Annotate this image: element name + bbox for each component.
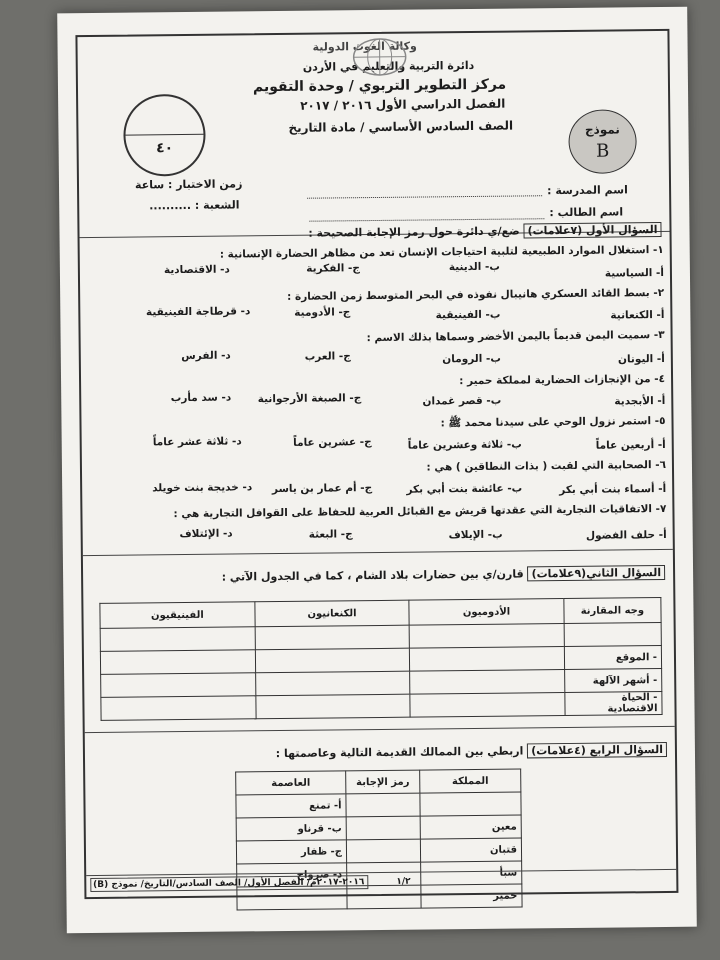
option-b[interactable]: ب- ثلاثة وعشرين عاماً (407, 438, 522, 452)
answer-cell[interactable] (409, 624, 564, 649)
option-a[interactable]: أ- أربعين عاماً (595, 438, 666, 452)
option-b[interactable]: ب- قصر غمدان (422, 394, 502, 408)
option-a[interactable]: أ- السياسية (604, 266, 665, 280)
score-total: ٤٠ (155, 140, 174, 157)
table-cell (564, 623, 661, 647)
table-row (236, 792, 521, 818)
answer-cell[interactable] (410, 693, 565, 718)
kingdom-cell: سبأ (421, 861, 522, 885)
model-letter: B (595, 140, 610, 162)
answer-cell[interactable] (346, 839, 420, 863)
option-d[interactable]: د- الفرس (181, 349, 231, 363)
kingdom-cell: معين (420, 815, 521, 839)
option-c[interactable]: ج- أم عمار بن ياسر (271, 482, 373, 496)
option-d[interactable]: د- قرطاجة الفينيقية (145, 305, 251, 319)
page-frame (75, 29, 678, 902)
answer-cell[interactable] (256, 694, 411, 719)
capital-cell: ب- قرناو (236, 817, 346, 841)
score-circle (123, 94, 206, 177)
q1-item: ٦- الصحابية التي لقبت ( بذات النطاقين ) هي : أ- أسماء بنت أبي بكر ب- عائشة بنت أبي بكر ج- أم عمار بن ياسر د- خديجة بنت خويلد (152, 458, 667, 497)
option-c[interactable]: ج- الفكرية (306, 262, 360, 275)
table-row (101, 692, 662, 721)
option-a[interactable]: أ- اليونان (617, 352, 665, 366)
section-field: الشعبة : .......... (149, 198, 240, 213)
q1-item: ١- استغلال الموارد الطبيعية لتلبية احتياجات الإنسان تعد من مظاهر الحضارة الإنسانية : أ- السياسية ب- الدينية ج- الفكرية د- الاقتصادية (163, 243, 665, 280)
option-c[interactable]: ج- عشرين عاماً (293, 436, 372, 449)
grade-subject: الصف السادس الأساسي / مادة التاريخ (288, 118, 514, 135)
option-a[interactable]: أ- أسماء بنت أبي بكر (559, 482, 667, 497)
option-c[interactable]: ج- الأدومية (294, 306, 351, 319)
answer-cell[interactable] (255, 648, 410, 673)
answer-cell[interactable] (100, 627, 255, 652)
q1-item: ٧- الاتفاقيات التجارية التي عقدتها قريش مع القبائل العربية للحفاظ على القوافل التجارية هي : أ- حلف الفضول ب- الإيلاف ج- البعثة د- الإئتلاف (173, 502, 667, 542)
q1-item: ٢- بسط القائد العسكري هانيبال نفوذه في البحر المتوسط زمن الحضارة : أ- الكنعانية ب- الفينيقية ج- الأدومية د- قرطاجة الفينيقية (145, 286, 665, 322)
center-name: مركز التطوير التربوي / وحدة التقويم (252, 76, 507, 96)
q1-item: ٣- سميت اليمن قديماً باليمن الأخضر وسماها بذلك الاسم : أ- اليونان ب- الرومان ج- العرب د- الفرس (181, 328, 665, 366)
answer-cell[interactable] (101, 696, 256, 721)
table-header: الأدوميون (409, 599, 564, 626)
table-header: العاصمة (236, 771, 346, 795)
student-name-label: اسم الطالب : (549, 205, 624, 220)
option-d[interactable]: د- خديجة بنت خويلد (152, 481, 253, 495)
exam-paper (57, 7, 697, 934)
answer-cell[interactable] (101, 673, 256, 698)
school-name-label: اسم المدرسة : (547, 183, 628, 198)
table-header-row (236, 769, 521, 795)
q1-item: ٥- استمر نزول الوحي على سيدنا محمد ﷺ : أ- أربعين عاماً ب- ثلاثة وعشرين عاماً ج- عشرين عاماً د- ثلاثة عشر عاماً (152, 414, 666, 452)
table-cell: - أشهر الآلهة (564, 669, 661, 693)
table-header: رمز الإجابة (346, 770, 420, 794)
page-number: ١/٢ (396, 876, 411, 887)
q1-item: ٤- من الإنجازات الحضارية لمملكة حمير : أ- الأبجدية ب- قصر غمدان ج- الصبغة الأرجوانية د- سد مأرب (170, 372, 666, 408)
answer-cell[interactable] (255, 671, 410, 696)
model-circle (568, 109, 637, 174)
table-header: المملكة (420, 769, 521, 793)
answer-cell[interactable] (100, 650, 255, 675)
option-d[interactable]: د- سد مأرب (170, 391, 232, 405)
option-a[interactable]: أ- الكنعانية (610, 308, 665, 322)
answer-cell[interactable] (346, 793, 420, 817)
option-b[interactable]: ب- الرومان (442, 352, 501, 366)
option-c[interactable]: ج- البعثة (308, 528, 353, 541)
answer-cell[interactable] (255, 625, 410, 650)
q1-title: السؤال الأول (٧علامات) ضع/ي دائرة حول رمز الإجابة الصحيحة : (308, 223, 661, 240)
kingdom-cell: حمير (421, 884, 522, 908)
capital-cell: ج- ظفار (236, 840, 346, 864)
agency-name: وكالة الغوث الدولية (312, 39, 417, 54)
comparison-table (99, 597, 662, 721)
table-header: وجه المقارنة (564, 598, 661, 624)
kingdom-cell (420, 792, 521, 816)
capital-cell: د- صرواح (237, 863, 347, 887)
q2-title: السؤال الثاني(٩علامات) قارن/ي بين حضارات بلاد الشام ، كما في الجدول الآتي : (222, 566, 666, 584)
table-header: الكنعانيون (255, 600, 410, 627)
divider (85, 726, 675, 733)
option-d[interactable]: د- ثلاثة عشر عاماً (152, 435, 242, 449)
capital-cell: أ- تمنع (236, 794, 346, 818)
table-row (236, 838, 521, 864)
unrwa-emblem-icon (349, 36, 409, 79)
option-a[interactable]: أ- الأبجدية (614, 394, 666, 408)
answer-cell[interactable] (346, 816, 420, 840)
table-header: الفينيقيون (100, 602, 255, 629)
kingdom-cell: قتبان (420, 838, 521, 862)
option-b[interactable]: ب- الدينية (448, 260, 500, 274)
option-b[interactable]: ب- الفينيقية (435, 308, 501, 322)
exam-time: زمن الاختبار : ساعة (134, 177, 243, 192)
footer-info: ٢٠١٦-٢٠١٧م/ الفصل الأول/ الصف السادس/التاريخ/ نموذج (B) (90, 875, 368, 892)
table-row (236, 815, 521, 841)
option-c[interactable]: ج- الصبغة الأرجوانية (257, 392, 362, 406)
option-b[interactable]: ب- الإيلاف (448, 528, 503, 542)
model-label: نموذج (584, 122, 620, 137)
semester: الفصل الدراسي الأول ٢٠١٦ / ٢٠١٧ (300, 96, 506, 113)
answer-cell[interactable] (410, 647, 565, 672)
school-name-field[interactable] (307, 195, 542, 198)
option-b[interactable]: ب- عائشة بنت أبي بكر (406, 482, 523, 496)
department-name: دائرة التربية والتعليم في الأردن (302, 58, 475, 74)
option-a[interactable]: أ- حلف الفضول (585, 528, 667, 542)
answer-cell[interactable] (410, 670, 565, 695)
q3-title: السؤال الرابع (٤علامات) اربطي بين الممالك القديمة التالية وعاصمتها : (276, 743, 667, 760)
table-cell: - الموقع (564, 646, 661, 670)
option-d[interactable]: د- الاقتصادية (163, 263, 230, 277)
divider (83, 549, 673, 556)
option-c[interactable]: ج- العرب (304, 350, 351, 363)
table-cell: - الحياة الاقتصادية (565, 692, 662, 716)
option-d[interactable]: د- الإئتلاف (179, 527, 233, 541)
student-name-field[interactable] (309, 218, 544, 221)
